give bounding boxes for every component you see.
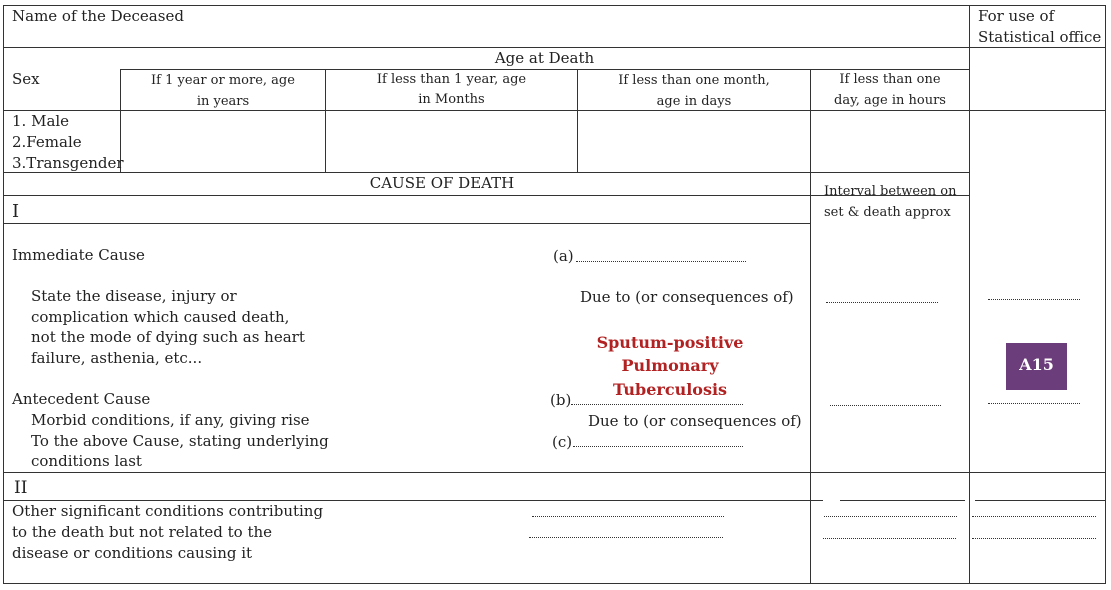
rule-stat-col-mid: [969, 110, 970, 473]
immediate-cause-label: Immediate Cause: [12, 246, 145, 264]
rule-section2-b: [840, 500, 965, 501]
rule-section1: [3, 223, 811, 224]
antecedent-desc-2: To the above Cause, stating underlying: [31, 432, 329, 450]
due-to-label-1: Due to (or consequences of): [580, 288, 794, 306]
age-col3-line1: If less than one month,: [618, 73, 770, 88]
stat-b-field[interactable]: [988, 403, 1080, 404]
age-col2-line2: in Months: [418, 92, 485, 107]
age-col4-line2: day, age in hours: [834, 93, 946, 108]
sex-option-transgender: 3.Transgender: [12, 154, 124, 172]
cause-c-label: (c): [552, 433, 573, 451]
cause-of-death-title: CAUSE OF DEATH: [369, 174, 515, 192]
sex-label: Sex: [12, 70, 40, 88]
other-conditions-2: to the death but not related to the: [12, 523, 273, 541]
age-at-death-title: Age at Death: [494, 49, 595, 67]
rule-section2-c: [975, 500, 1105, 501]
cause-b-label: (b): [550, 391, 572, 409]
name-of-deceased-label: Name of the Deceased: [12, 7, 184, 25]
border-left: [3, 5, 4, 583]
stat-a-field[interactable]: [988, 299, 1080, 300]
sex-option-male: 1. Male: [12, 112, 70, 130]
border-bottom: [3, 583, 1106, 584]
cause-c-field[interactable]: [573, 446, 743, 447]
other-interval-field-1[interactable]: [824, 516, 957, 517]
stat-office-label-1: For use of: [978, 7, 1055, 25]
rule-stat-col-top: [969, 5, 970, 110]
other-conditions-3: disease or conditions causing it: [12, 544, 253, 562]
immediate-desc-4: failure, asthenia, etc...: [31, 349, 203, 367]
stat-office-label-2: Statistical office: [978, 28, 1102, 46]
other-conditions-field-2[interactable]: [529, 537, 723, 538]
age-col1-line1: If 1 year or more, age: [151, 73, 295, 88]
antecedent-desc-1: Morbid conditions, if any, giving rise: [31, 411, 310, 429]
diagnosis-line-2: Pulmonary: [621, 356, 719, 375]
interval-b-field[interactable]: [830, 405, 941, 406]
rule-cause-end-right: [970, 472, 1105, 473]
other-stat-field-2[interactable]: [972, 538, 1096, 539]
antecedent-cause-label: Antecedent Cause: [12, 390, 151, 408]
other-conditions-1: Other significant conditions contributing: [12, 502, 324, 520]
interval-label-2: set & death approx: [824, 205, 951, 220]
immediate-desc-3: not the mode of dying such as heart: [31, 328, 305, 346]
rule-stat-col-bottom: [969, 472, 970, 583]
age-col3-line2: age in days: [656, 94, 732, 109]
cause-a-label: (a): [553, 247, 574, 265]
antecedent-desc-3: conditions last: [31, 452, 142, 470]
age-col1-line2: in years: [196, 94, 250, 109]
interval-label-1: Interval between on: [824, 184, 957, 199]
icd-code-badge: A15: [1006, 343, 1067, 390]
rule-cause-end: [3, 472, 969, 473]
other-conditions-field-1[interactable]: [532, 516, 724, 517]
section-two-label: II: [14, 478, 28, 498]
cause-b-field[interactable]: [571, 404, 743, 405]
border-right: [1105, 5, 1106, 583]
immediate-desc-1: State the disease, injury or: [31, 287, 237, 305]
age-col4-line1: If less than one: [839, 72, 941, 87]
due-to-label-2: Due to (or consequences of): [588, 412, 802, 430]
cause-a-field[interactable]: [576, 261, 746, 262]
sex-option-female: 2.Female: [12, 133, 82, 151]
age-col2-line1: If less than 1 year, age: [376, 72, 527, 87]
immediate-desc-2: complication which caused death,: [31, 308, 290, 326]
interval-a-field[interactable]: [826, 302, 938, 303]
other-interval-field-2[interactable]: [823, 538, 956, 539]
other-stat-field-1[interactable]: [972, 516, 1096, 517]
rule-col4: [810, 69, 811, 583]
diagnosis-line-1: Sputum-positive: [596, 333, 744, 352]
section-one-label: I: [12, 201, 20, 222]
diagnosis-line-3: Tuberculosis: [612, 380, 728, 399]
